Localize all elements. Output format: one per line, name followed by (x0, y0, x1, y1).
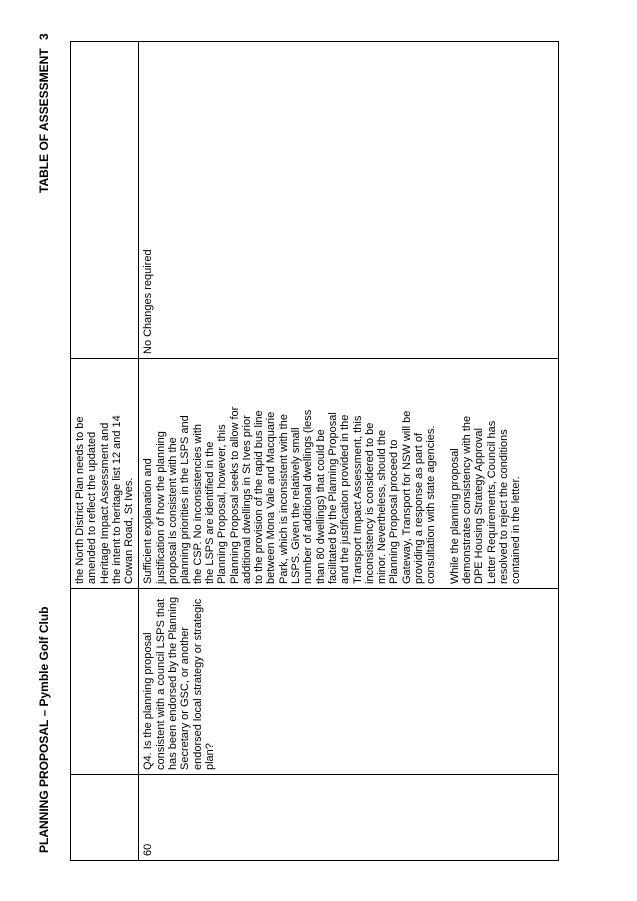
document-title: PLANNING PROPOSAL – Pymble Golf Club (37, 606, 51, 853)
assessment-text: Sufficient explanation and justification of how the planning proposal is consistent with the planning priorities in the LSPS and the CSP. No inconsistencies with the LSPS are identified in the Planning Proposal, however, this Planning Proposal seeks to allow for additional dwellings in St Ives prior to the provision of the rapid bus line between Mona Vale and Macquarie Park, which is inconsistent with the LSPS. Given the relatively small number of additional dwellings (less than 80 dwellings) that could be facilitated by the Planning Proposal and the justification provided in the Transport Impact Assessment, this inconsistency is considered to be minor. Nevertheless, should the Planning Proposal proceed to Gateway, Transport for NSW will be providing a response as part of consultation with state agencies. (142, 406, 438, 584)
assessment-text-2: While the planning proposal demonstrates consistency with the DPE Housing Strategy Approval Letter Requirements, Council has resolved to reject the conditions contained in the letter. (448, 415, 523, 584)
assessment-table (70, 41, 559, 861)
assessment-cell (71, 359, 139, 589)
action-cell: No Changes required (139, 42, 559, 359)
question-text: Q4. Is the planning proposal consistent with a council LSPS that has been endorsed by the Planning Secretary or GSC, or another endorsed local strategy or strategic plan? (142, 596, 216, 770)
page-number: 3 (37, 33, 51, 40)
question-cell (139, 589, 559, 775)
assessment-text: the North District Plan needs to be amended to reflect the updated Heritage Impact Assessment and the intent to heritage list 12 and 14 Cowan Road, St Ives. (74, 415, 136, 584)
row-number-cell (71, 775, 139, 861)
row-number-cell: 60 (139, 775, 559, 861)
table-row (71, 42, 139, 861)
table-row (139, 42, 559, 861)
action-cell (71, 42, 139, 359)
question-cell (71, 589, 139, 775)
section-title: TABLE OF ASSESSMENT (37, 48, 51, 193)
assessment-cell (139, 359, 559, 589)
